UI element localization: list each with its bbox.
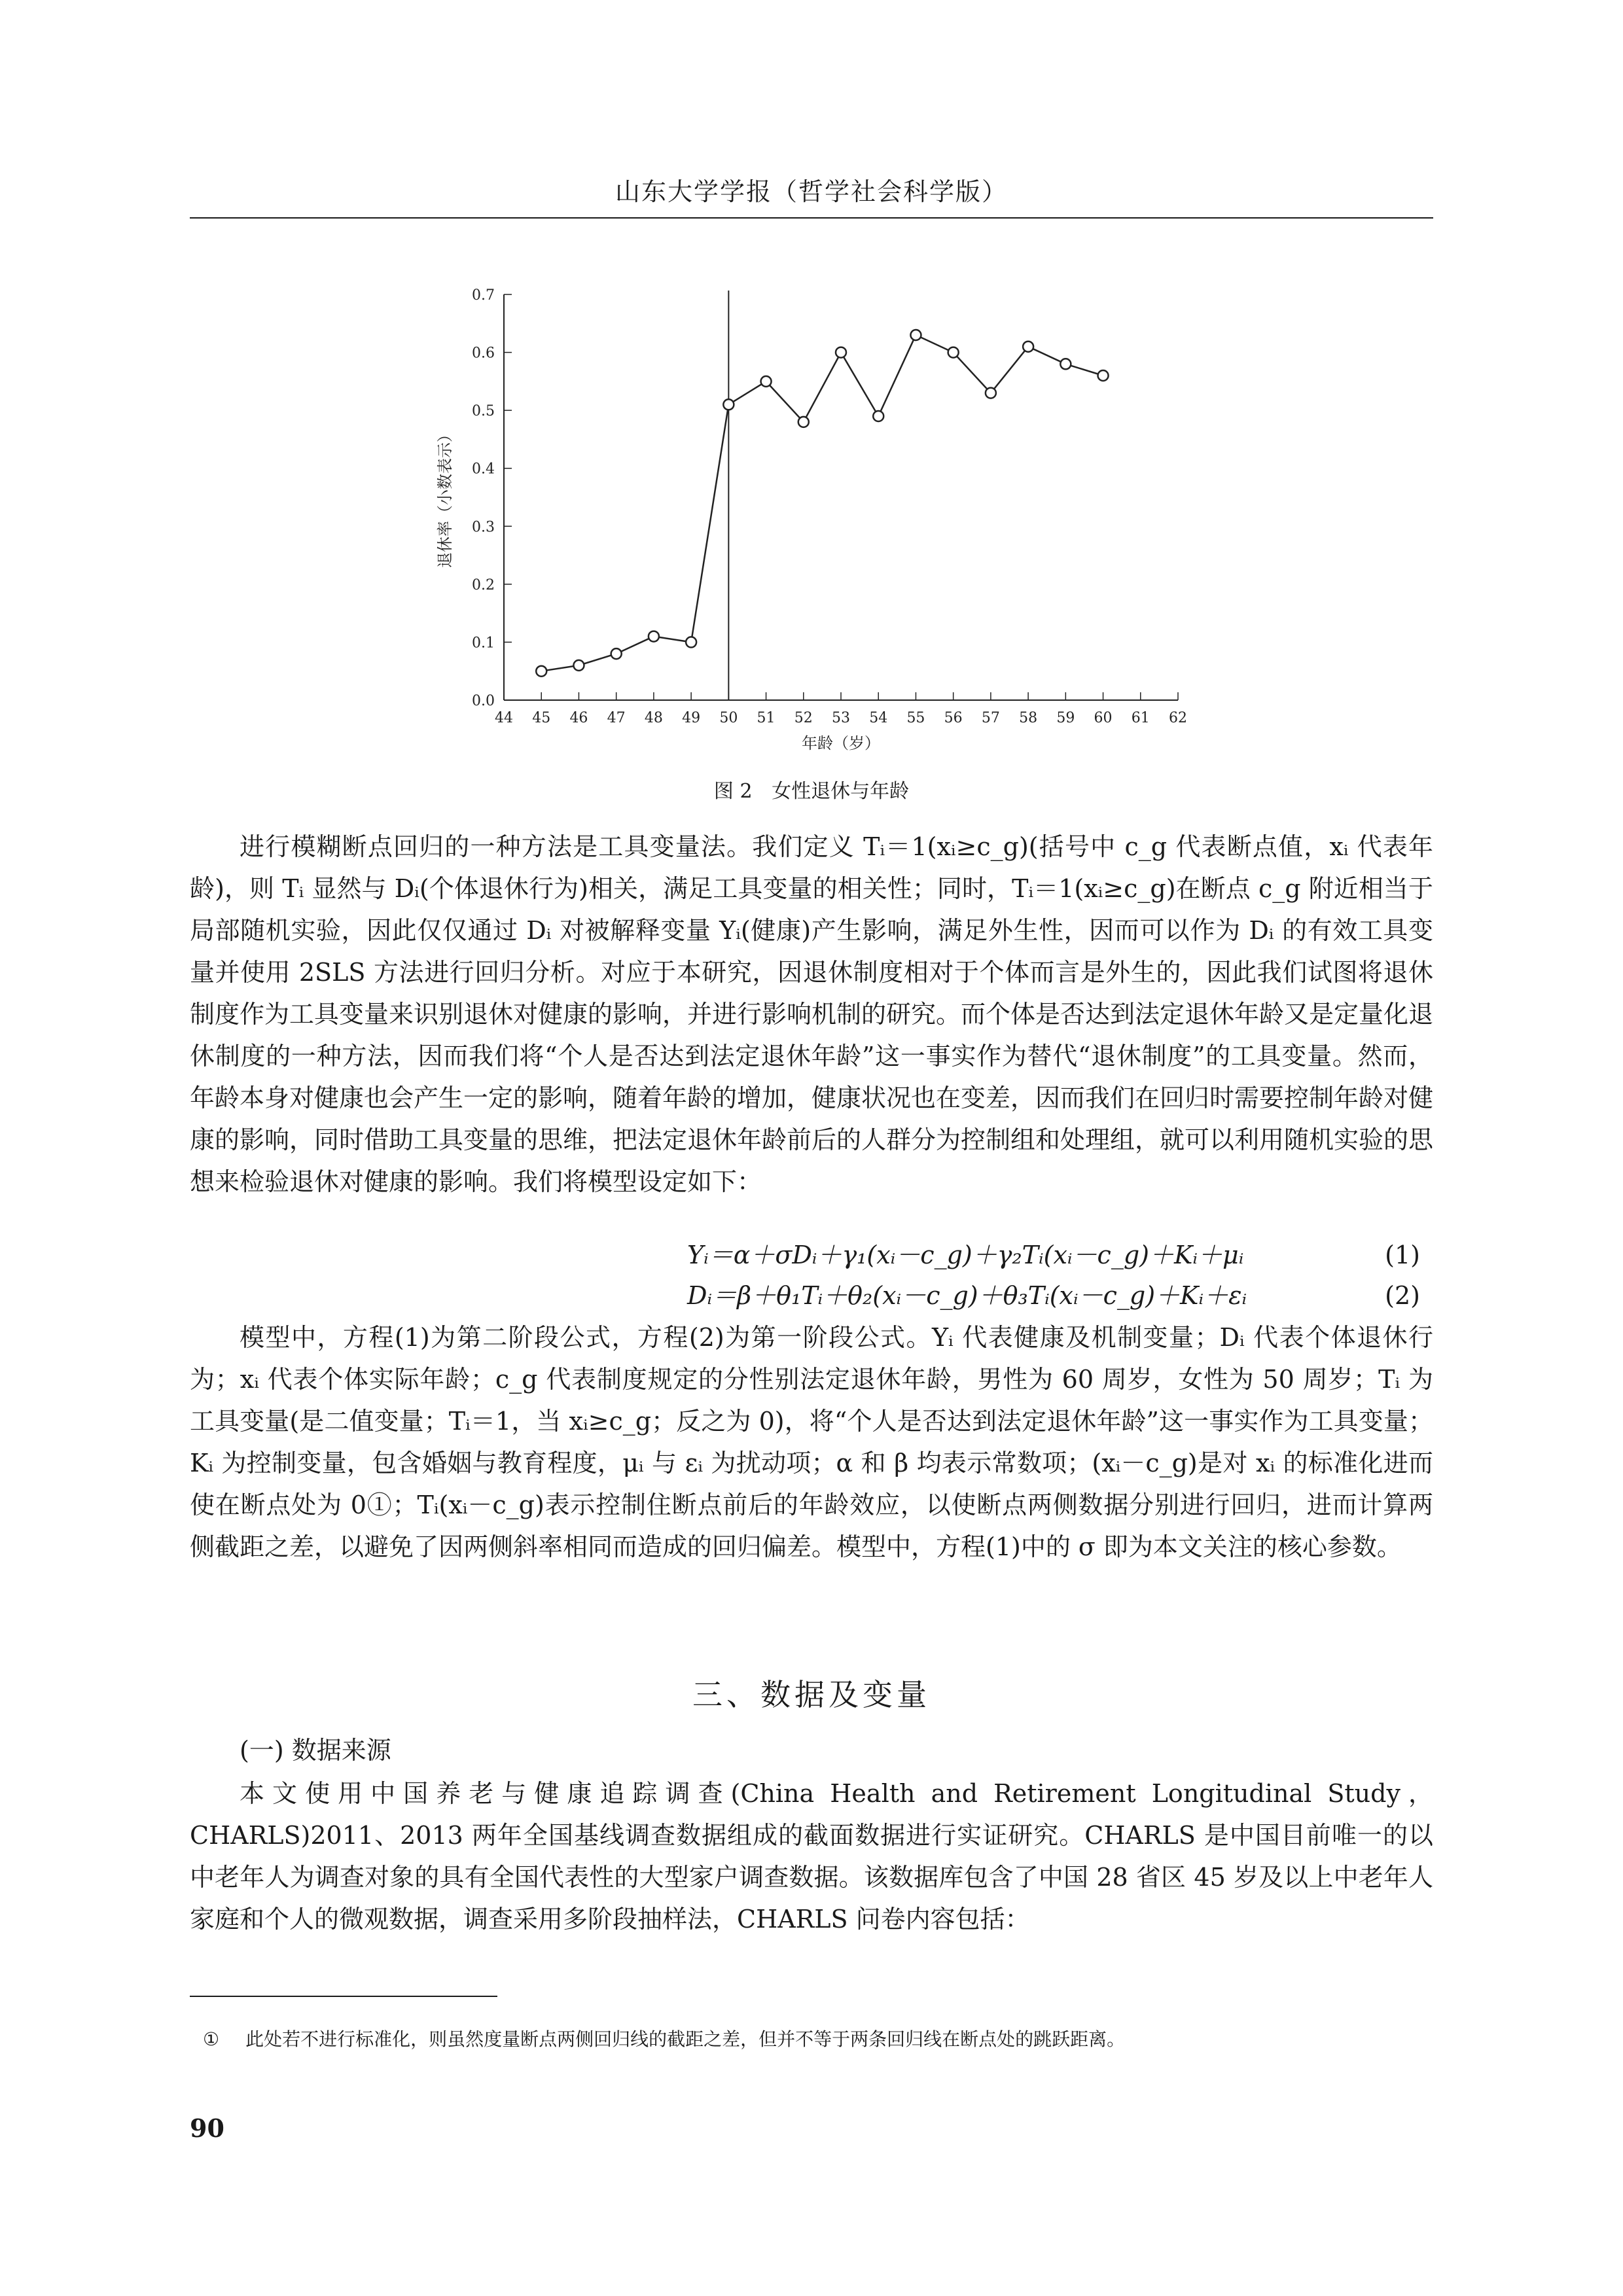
figure-caption <box>190 775 1433 808</box>
equation-2-number: (2) <box>1385 1281 1420 1310</box>
x-tick-label: 53 <box>832 710 850 726</box>
x-tick-label: 61 <box>1131 710 1150 726</box>
data-point <box>573 660 584 671</box>
data-point <box>910 330 921 340</box>
x-tick-label: 60 <box>1094 710 1113 726</box>
y-tick-label: 0.5 <box>472 403 495 420</box>
data-point <box>873 411 883 421</box>
y-tick-label: 0.0 <box>472 693 495 709</box>
footnote-mark: ① <box>203 2028 220 2050</box>
chart-svg <box>419 281 1204 759</box>
x-tick-label: 48 <box>644 710 663 726</box>
page-number: 90 <box>190 2113 224 2143</box>
body-paragraph-2: 模型中，方程(1)为第二阶段公式，方程(2)为第一阶段公式。Yᵢ 代表健康及机制变量；Dᵢ 代表个体退休行为；xᵢ 代表个体实际年龄；c_g 代表制度规定的分性别法定退休年龄，男性为 60 周岁，女性为 50 周岁；Tᵢ 为工具变量(是二值变量；Tᵢ＝1，当 xᵢ≥c_g；反之为 0)，将“个人是否达到法定退休年龄”这一事实作为工具变量；Kᵢ 为控制变量，包含婚姻与教育程度，μᵢ 与 εᵢ 为扰动项；α 和 β 均表示常数项；(xᵢ－c_g)是对 xᵢ 的标准化进而使在断点处为 0①；Tᵢ(xᵢ－c_g)表示控制住断点前后的年龄效应，以使断点两侧数据分别进行回归，进而计算两侧截距之差，以避免了因两侧斜率相同而造成的回归偏差。模型中，方程(1)中的 σ 即为本文关注的核心参数。 <box>190 1323 1433 1561</box>
x-tick-label: 55 <box>906 710 925 726</box>
data-point <box>723 399 734 410</box>
x-tick-label: 52 <box>794 710 813 726</box>
y-tick-label: 0.6 <box>472 345 495 362</box>
data-point <box>536 666 546 677</box>
subsection-heading: (一) 数据来源 <box>240 1736 391 1765</box>
equation-2 <box>190 1276 1433 1315</box>
y-tick-label: 0.4 <box>472 461 495 478</box>
x-tick-label: 54 <box>869 710 888 726</box>
data-point <box>761 376 772 387</box>
figure-caption-text: 女性退休与年龄 <box>772 780 910 803</box>
y-tick-label: 0.2 <box>472 576 495 593</box>
figure-retirement-rate-chart <box>419 281 1204 759</box>
x-tick-label: 56 <box>944 710 963 726</box>
x-tick-label: 50 <box>719 710 738 726</box>
data-point <box>649 631 659 642</box>
footnote <box>203 2025 1433 2054</box>
x-tick-label: 45 <box>532 710 551 726</box>
figure-number: 图 2 <box>713 780 753 803</box>
data-point <box>836 347 846 358</box>
x-tick-label: 62 <box>1169 710 1187 726</box>
x-tick-label: 58 <box>1019 710 1038 726</box>
header-rule <box>190 217 1433 219</box>
section-heading: 三、数据及变量 <box>692 1677 931 1712</box>
body-paragraph-3: 本文使用中国养老与健康追踪调查(China Health and Retirement Longitudinal Study，CHARLS)2011、2013 两年全国基线调查数据组成的截面数据进行实证研究。CHARLS 是中国目前唯一的以中老年人为调查对象的具有全国代表性的大型家户调查数据。该数据库包含了中国 28 省区 45 岁及以上中老年人家庭和个人的微观数据，调查采用多阶段抽样法，CHARLS 问卷内容包括： <box>190 1779 1433 1934</box>
y-tick-label: 0.7 <box>472 287 495 304</box>
running-head: 山东大学学报（哲学社会科学版） <box>615 177 1008 206</box>
x-tick-label: 59 <box>1056 710 1075 726</box>
x-tick-label: 47 <box>607 710 626 726</box>
data-point <box>1098 370 1109 381</box>
data-point <box>1023 342 1033 352</box>
data-point <box>611 648 622 659</box>
equation-1 <box>190 1235 1433 1275</box>
equation-2-text: Dᵢ＝β＋θ₁Tᵢ＋θ₂(xᵢ－c_g)＋θ₃Tᵢ(xᵢ－c_g)＋Kᵢ＋εᵢ <box>687 1281 1247 1310</box>
x-tick-label: 49 <box>682 710 701 726</box>
data-point <box>798 417 809 427</box>
data-point <box>948 347 959 358</box>
series-line <box>541 335 1103 671</box>
y-tick-label: 0.1 <box>472 635 495 652</box>
body-paragraph-1: 进行模糊断点回归的一种方法是工具变量法。我们定义 Tᵢ＝1(xᵢ≥c_g)(括号中 c_g 代表断点值，xᵢ 代表年龄)，则 Tᵢ 显然与 Dᵢ(个体退休行为)相关，满足工具变量的相关性；同时，Tᵢ＝1(xᵢ≥c_g)在断点 c_g 附近相当于局部随机实验，因此仅仅通过 Dᵢ 对被解释变量 Yᵢ(健康)产生影响，满足外生性，因而可以作为 Dᵢ 的有效工具变量并使用 2SLS 方法进行回归分析。对应于本研究，因退休制度相对于个体而言是外生的，因此我们试图将退休制度作为工具变量来识别退休对健康的影响，并进行影响机制的研究。而个体是否达到法定退休年龄又是定量化退休制度的一种方法，因而我们将“个人是否达到法定退休年龄”这一事实作为替代“退休制度”的工具变量。然而，年龄本身对健康也会产生一定的影响，随着年龄的增加，健康状况也在变差，因而我们在回归时需要控制年龄对健康的影响，同时借助工具变量的思维，把法定退休年龄前后的人群分为控制组和处理组，就可以利用随机实验的思想来检验退休对健康的影响。我们将模型设定如下： <box>190 832 1434 1196</box>
y-axis-label: 退休率（小数表示） <box>436 427 454 568</box>
y-tick-label: 0.3 <box>472 519 495 536</box>
footnote-rule <box>190 1996 497 1997</box>
x-axis-label: 年龄（岁） <box>802 734 880 752</box>
data-point <box>686 637 696 647</box>
data-point <box>1060 359 1071 369</box>
x-tick-label: 44 <box>495 710 513 726</box>
x-tick-label: 51 <box>757 710 776 726</box>
equation-1-number: (1) <box>1385 1241 1420 1269</box>
footnote-text: 此处若不进行标准化，则虽然度量断点两侧回归线的截距之差，但并不等于两条回归线在断点处的跳跃距离。 <box>245 2028 1126 2050</box>
x-tick-label: 46 <box>569 710 588 726</box>
x-tick-label: 57 <box>981 710 1000 726</box>
equation-1-text: Yᵢ＝α＋σDᵢ＋γ₁(xᵢ－c_g)＋γ₂Tᵢ(xᵢ－c_g)＋Kᵢ＋μᵢ <box>687 1241 1244 1269</box>
data-point <box>986 388 996 398</box>
